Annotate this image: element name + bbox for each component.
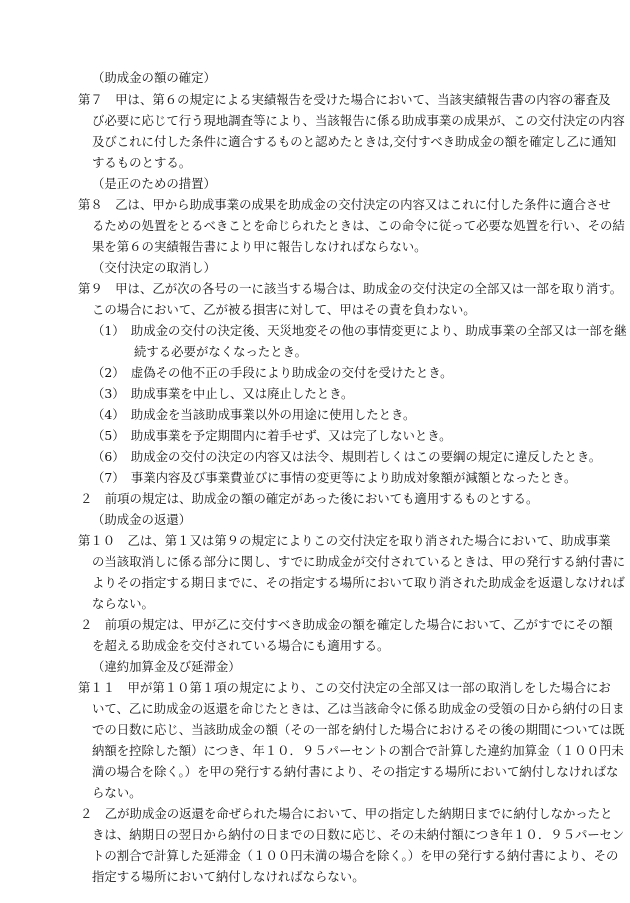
article-9-item-line: （4） 助成金を当該助成事業以外の用途に使用したとき。 <box>92 407 416 422</box>
article-10-line: の当該取消しに係る部分に関し、すでに助成金が交付されているときは、甲の発行する納付書に <box>92 554 626 569</box>
article-9-line: この場合において、乙が被る損害に対して、甲はその責を負わない。 <box>92 302 476 317</box>
article-11-line: らない。 <box>92 785 142 800</box>
article-9-item-line: （1） 助成金の交付の決定後、天災地変その他の事情変更により、助成事業の全部又は一部を継 <box>92 323 627 338</box>
article-11-paragraph-2: きは、納期日の翌日から納付の日までの日数に応じ、その未納付額につき年１０．９５パーセン <box>92 827 625 842</box>
article-10-line: よりその指定する期日までに、その指定する場所において取り消された助成金を返還しなければ <box>92 575 625 590</box>
article-9-item-line: （5） 助成事業を予定期間内に着手せず、又は完了しないとき。 <box>92 428 452 443</box>
article-11-paragraph-2: ２ 乙が助成金の返還を命ぜられた場合において、甲の指定した納期日までに納付しなかったと <box>80 806 613 821</box>
article-10-paragraph-2: を超える助成金を交付されている場合にも適用する。 <box>92 638 390 653</box>
article-11-line: 第１１ 甲が第１０第１項の規定により、この交付決定の全部又は一部の取消しをした場合にお <box>78 680 611 695</box>
article-8-line: 果を第６の実績報告書により甲に報告しなければならない。 <box>92 239 427 254</box>
section-heading-grant-amount: （助成金の額の確定） <box>92 70 216 85</box>
article-11-line: いて、乙に助成金の返還を命じたときは、乙は当該命令に係る助成金の受領の日から納付の日ま <box>92 701 625 716</box>
article-8-line: るための処置をとるべきことを命じられたときは、この命令に従って必要な処置を行い、その結 <box>92 218 625 233</box>
article-7-line: 及びこれに付した条件に適合するものと認めたときは,交付すべき助成金の額を確定し乙に通知 <box>92 134 617 149</box>
article-10-paragraph-2: ２ 前項の規定は、甲が乙に交付すべき助成金の額を確定した場合において、乙がすでにその額 <box>80 617 613 632</box>
article-9-item-line: （2） 虚偽その他不正の手段により助成金の交付を受けたとき。 <box>92 365 453 380</box>
article-9-item-line: （7） 事業内容及び事業費並びに事情の変更等により助成対象額が減額となったとき。 <box>92 470 577 485</box>
article-9-item-line: （6） 助成金の交付の決定の内容又は法令、規則若しくはこの要綱の規定に違反したとき。 <box>92 449 602 464</box>
article-11-line: での日数に応じ、当該助成金の額（その一部を納付した場合におけるその後の期間については既 <box>92 722 625 737</box>
article-7-line: するものとする。 <box>92 155 192 170</box>
article-11-paragraph-2: 指定する場所において納付しなければならない。 <box>92 869 365 884</box>
article-9-line: 第９ 甲は、乙が次の各号の一に該当する場合は、助成金の交付決定の全部又は一部を取り消す。 <box>78 281 623 296</box>
article-11-line: 納額を控除した額）につき、年１０．９５パーセントの割合で計算した違約加算金（１００円未 <box>92 743 624 758</box>
section-heading-cancellation: （交付決定の取消し） <box>92 260 216 275</box>
article-11-paragraph-2: トの割合で計算した延滞金（１００円未満の場合を除く。）を甲の発行する納付書により、その <box>92 848 619 863</box>
section-heading-correction: （是正のための措置） <box>92 176 216 191</box>
article-10-line: 第１０ 乙は、第１又は第９の規定によりこの交付決定を取り消された場合において、助成事業 <box>78 533 611 548</box>
article-7-line: び必要に応じて行う現地調査等により、当該報告に係る助成事業の成果が、この交付決定の内容 <box>92 113 625 128</box>
section-heading-penalty: （違約加算金及び延滞金） <box>92 659 241 674</box>
article-11-line: 満の場合を除く。）を甲の発行する納付書により、その指定する場所において納付しなければな <box>92 764 619 779</box>
article-9-item-line: （3） 助成事業を中止し、又は廃止したとき。 <box>92 386 354 401</box>
section-heading-refund: （助成金の返還） <box>92 512 192 527</box>
article-8-line: 第８ 乙は、甲から助成事業の成果を助成金の交付決定の内容又はこれに付した条件に適合させ <box>78 197 611 212</box>
article-7-line: 第７ 甲は、第６の規定による実績報告を受けた場合において、当該実績報告書の内容の審査及 <box>78 92 611 107</box>
article-10-line: ならない。 <box>92 596 154 611</box>
article-9-item-line: 続する必要がなくなったとき。 <box>134 344 307 359</box>
article-9-paragraph-2: ２ 前項の規定は、助成金の額の確定があった後においても適用するものとする。 <box>80 491 539 506</box>
